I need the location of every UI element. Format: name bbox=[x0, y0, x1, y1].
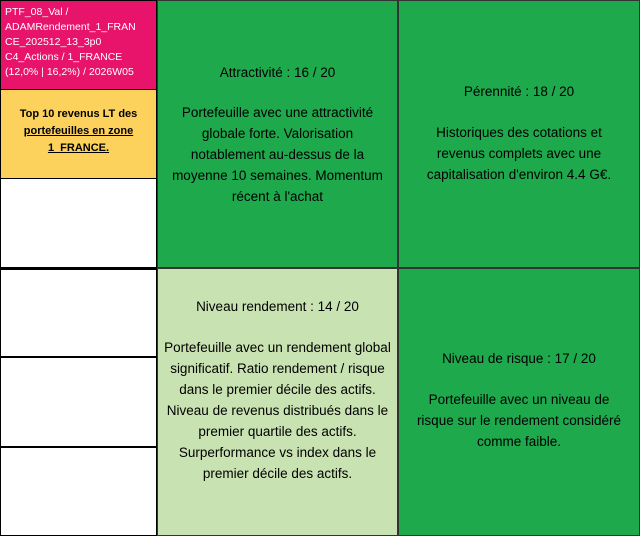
empty-cell bbox=[0, 447, 157, 536]
top10-cell bbox=[0, 90, 157, 179]
top10-line: portefeuilles en zone bbox=[23, 125, 134, 137]
risque-panel bbox=[398, 268, 640, 536]
risque-body: Portefeuille avec un niveau de risque sur le rendement considéré comme faible. bbox=[416, 392, 622, 449]
top10-line: 1_FRANCE. bbox=[47, 142, 110, 154]
attractivite-title: Attractivité : 16 / 20 bbox=[219, 65, 336, 80]
portfolio-title-line: (12,0% | 16,2%) / 2026W05 bbox=[5, 66, 134, 78]
empty-cell bbox=[0, 357, 157, 447]
perennite-title: Pérennité : 18 / 20 bbox=[463, 84, 575, 99]
attractivite-panel bbox=[157, 0, 398, 268]
empty-cell bbox=[0, 179, 157, 268]
perennite-body: Historiques des cotations et revenus complets avec une capitalisation d'environ 4.4 G€. bbox=[426, 125, 612, 182]
rendement-title: Niveau rendement : 14 / 20 bbox=[196, 299, 359, 314]
portfolio-title-cell bbox=[0, 0, 157, 90]
portfolio-title-line: C4_Actions / 1_FRANCE bbox=[5, 51, 123, 63]
portfolio-title-line: PTF_08_Val / bbox=[5, 6, 69, 18]
top10-line: Top 10 revenus LT des bbox=[19, 108, 138, 120]
empty-cell bbox=[0, 268, 157, 357]
attractivite-body: Portefeuille avec une attractivité globale forte. Valorisation notablement au-dessus de la moyenne 10 semaines. Momentum récent à l'achat bbox=[172, 105, 383, 204]
rendement-body: Portefeuille avec un rendement global significatif. Ratio rendement / risque dans le premier décile des actifs. Niveau de revenus distribués dans le premier quartile des actifs. Surperformance vs index dans le premier décile des actifs. bbox=[164, 340, 391, 481]
portfolio-title-line: ADAMRendement_1_FRAN bbox=[5, 21, 136, 33]
rendement-panel bbox=[157, 268, 398, 536]
risque-title: Niveau de risque : 17 / 20 bbox=[442, 351, 596, 366]
perennite-panel bbox=[398, 0, 640, 268]
portfolio-title-line: CE_202512_13_3p0 bbox=[5, 36, 102, 48]
